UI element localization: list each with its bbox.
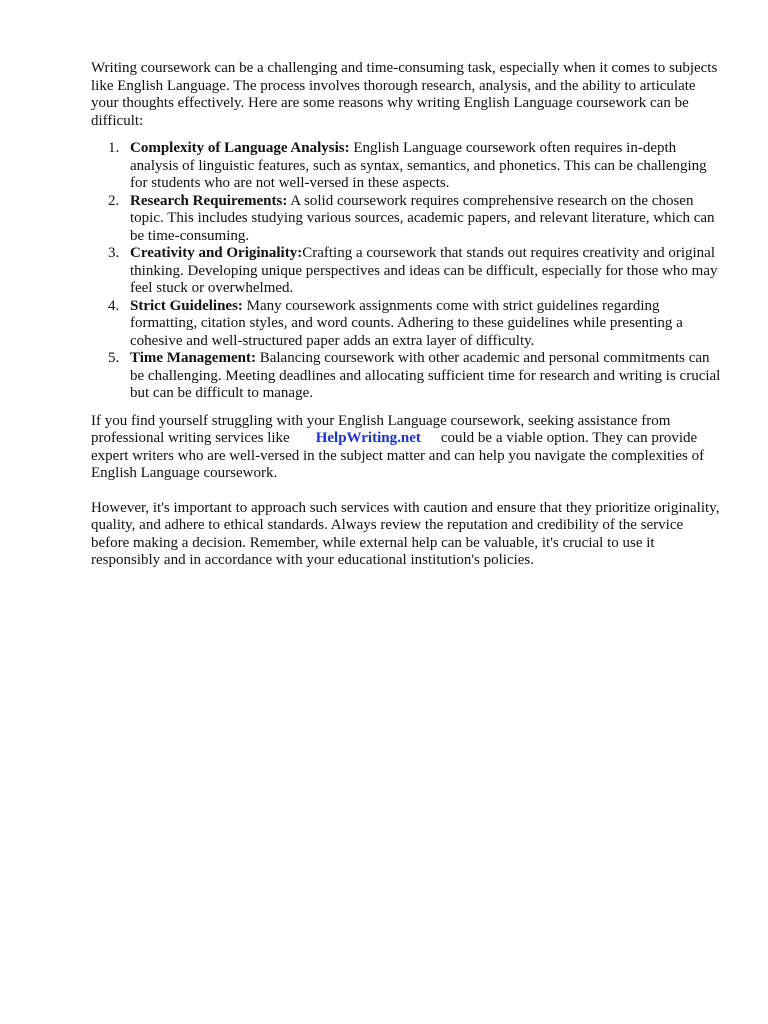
list-item (130, 193, 721, 246)
list-item (130, 298, 721, 351)
reason-text: Balancing coursework with other academic and personal commitments can be challenging. Meeting deadlines and allocating sufficient time for research and writing is crucial but can be difficult to manage. (130, 350, 721, 401)
reason-text: A solid coursework requires comprehensive research on the chosen topic. This includes studying various sources, academic papers, and relevant literature, which can be time-consuming. (130, 192, 715, 244)
reason-term: Creativity and Originality: (130, 245, 303, 261)
intro-paragraph: Writing coursework can be a challenging and time-consuming task, especially when it comes to subjects like English Language. The process involves thorough research, analysis, and the ability to articulate your thoughts effectively. Here are some reasons why writing English Language coursework can be difficult: (91, 60, 718, 129)
reason-text: Many coursework assignments come with strict guidelines regarding formatting, citation styles, and word counts. Adhering to these guidelines while presenting a cohesive and well-structured paper adds an extra layer of difficulty. (130, 297, 683, 349)
list-item (130, 140, 721, 193)
assistance-text-after: could be a viable option. They can provide expert writers who are well-versed in the subject matter and can help you navigate the complexities of English Language coursework. (91, 430, 705, 481)
reason-term: Research Requirements: (130, 192, 288, 209)
reason-text: Crafting a coursework that stands out requires creativity and original thinking. Developing unique perspectives and ideas can be difficult, especially for those who may feel stuck or overwhelmed. (130, 245, 718, 296)
reason-text: English Language coursework often requires in-depth analysis of linguistic features, such as syntax, semantics, and phonetics. This can be challenging for students who are not well-versed in these aspects. (130, 140, 707, 191)
reason-term: Strict Guidelines: (130, 297, 243, 314)
reason-term: Time Management: (130, 350, 256, 366)
assistance-text-before: If you find yourself struggling with your English Language coursework, seeking assistance from professional writing services like (91, 412, 671, 446)
list-item (130, 245, 721, 298)
caution-paragraph: However, it's important to approach such services with caution and ensure that they prioritize originality, quality, and adhere to ethical standards. Always review the reputation and credibility of the service before making a decision. Remember, while external help can be valuable, it's crucial to use it responsibly and in accordance with your educational institution's policies. (91, 499, 720, 568)
list-item (130, 350, 721, 403)
document-page (91, 60, 721, 570)
reasons-list (91, 140, 721, 403)
reason-term: Complexity of Language Analysis: (130, 140, 350, 156)
assistance-paragraph (91, 413, 721, 483)
helpwriting-link[interactable]: HelpWriting.net (315, 430, 421, 446)
